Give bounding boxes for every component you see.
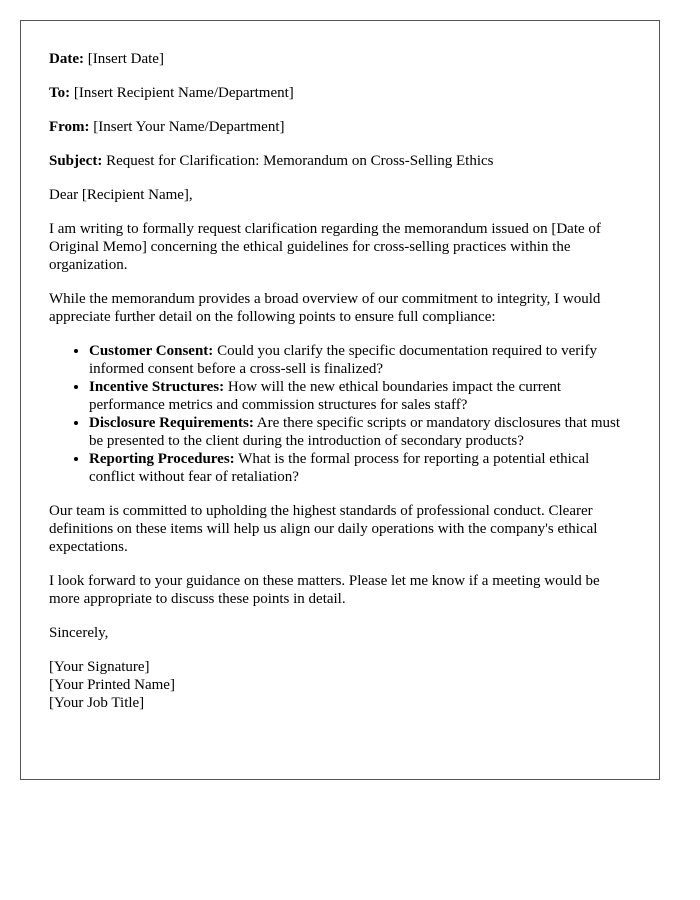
list-item <box>89 414 631 450</box>
to-value: [Insert Recipient Name/Department] <box>73 85 294 101</box>
subject-label: Subject: <box>49 153 103 169</box>
point-title: Customer Consent: <box>89 343 214 359</box>
point-text: Could you clarify the specific documentation required to verify informed consent before a cross-sell is finalized? <box>89 343 597 377</box>
from-line <box>49 118 631 136</box>
job-title: [Your Job Title] <box>49 695 145 711</box>
intro-paragraph: I am writing to formally request clarification regarding the memorandum issued on [Date of Original Memo] concerning the ethical guidelines for cross-selling practices within the organization. <box>49 221 601 273</box>
memo-letter <box>20 20 660 780</box>
commitment-paragraph: Our team is committed to upholding the highest standards of professional conduct. Clearer definitions on these items will help us align our daily operations with the company's ethical expectations. <box>49 503 598 555</box>
salutation: Dear [Recipient Name], <box>49 187 193 203</box>
from-value: [Insert Your Name/Department] <box>93 119 285 135</box>
date-value: [Insert Date] <box>87 51 164 67</box>
list-item <box>89 342 631 378</box>
points-list <box>49 342 631 486</box>
point-title: Disclosure Requirements: <box>89 415 254 431</box>
subject-value: Request for Clarification: Memorandum on Cross-Selling Ethics <box>106 153 494 169</box>
date-line <box>49 50 631 68</box>
subject-line <box>49 152 631 170</box>
signature-block <box>49 658 631 712</box>
point-title: Reporting Procedures: <box>89 451 235 467</box>
list-item <box>89 378 631 414</box>
printed-name: [Your Printed Name] <box>49 677 175 693</box>
date-label: Date: <box>49 51 84 67</box>
to-label: To: <box>49 85 71 101</box>
point-text: What is the formal process for reporting a potential ethical conflict without fear of retaliation? <box>89 451 590 485</box>
list-item <box>89 450 631 486</box>
signature-placeholder: [Your Signature] <box>49 659 150 675</box>
lead-paragraph: While the memorandum provides a broad overview of our commitment to integrity, I would appreciate further detail on the following points to ensure full compliance: <box>49 291 601 325</box>
closing-paragraph: I look forward to your guidance on these matters. Please let me know if a meeting would be more appropriate to discuss these points in detail. <box>49 573 600 607</box>
to-line <box>49 84 631 102</box>
signoff: Sincerely, <box>49 625 109 641</box>
point-text: Are there specific scripts or mandatory disclosures that must be presented to the client during the introduction of secondary products? <box>89 415 621 449</box>
point-title: Incentive Structures: <box>89 379 225 395</box>
from-label: From: <box>49 119 90 135</box>
point-text: How will the new ethical boundaries impact the current performance metrics and commission structures for sales staff? <box>89 379 562 413</box>
